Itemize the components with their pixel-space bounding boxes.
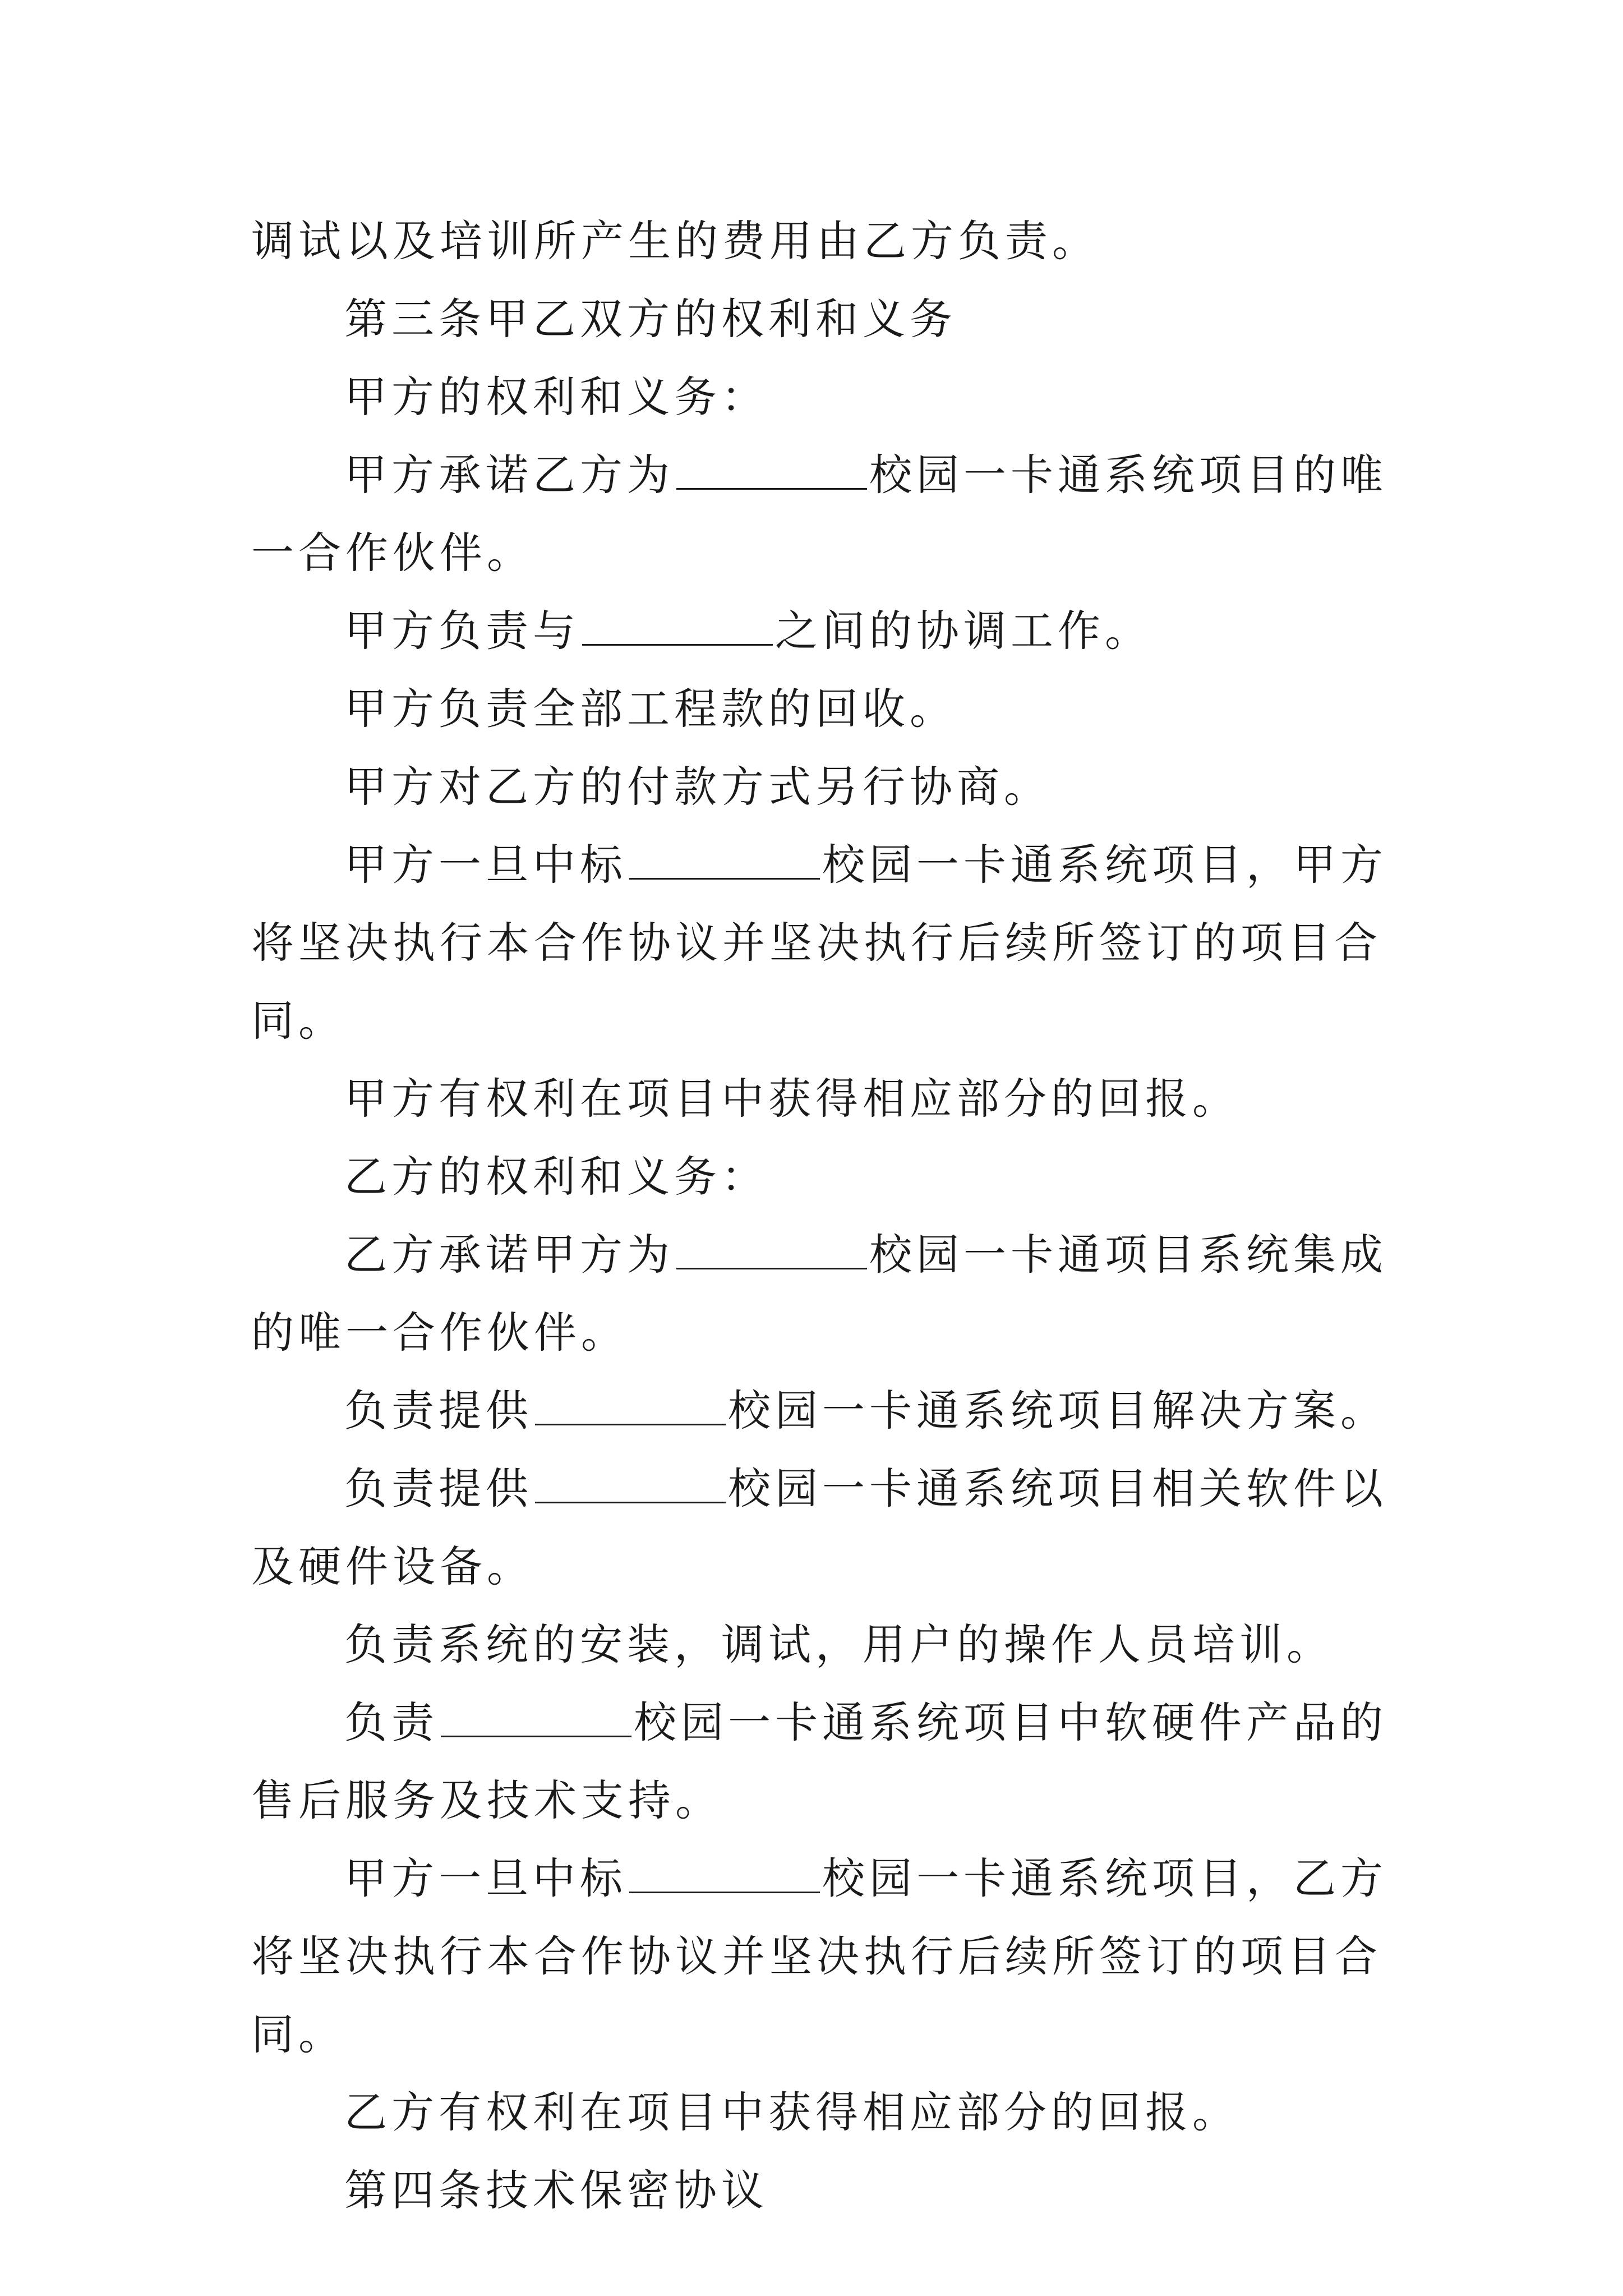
paragraph-b-software-hardware: 负责提供 校园一卡通系统项目相关软件以及硬件设备。	[251, 1464, 1387, 1591]
fill-in-blank	[582, 605, 773, 646]
heading-party-b-rights: 乙方的权利和义务：	[344, 1152, 768, 1202]
paragraph-a-return: 甲方有权利在项目中获得相应部分的回报。	[344, 1074, 1239, 1124]
paragraph-b-installation: 负责系统的安装，调试，用户的操作人员培训。	[344, 1619, 1334, 1669]
paragraph-b-return: 乙方有权利在项目中获得相应部分的回报。	[344, 2087, 1239, 2137]
paragraph-a-bid-commitment: 甲方一旦中标 校园一卡通系统项目，甲方将坚决执行本合作协议并坚决执行后续所签订的项目合同。	[251, 840, 1387, 1046]
fill-in-blank	[676, 449, 867, 490]
document-body	[251, 202, 1390, 2229]
heading-article-4: 第四条技术保密协议	[344, 2165, 768, 2215]
heading-party-a-rights: 甲方的权利和义务：	[344, 372, 768, 422]
paragraph-a-promise: 甲方承诺乙方为 校园一卡通系统项目的唯一合作伙伴。	[251, 450, 1387, 578]
paragraph-b-solution: 负责提供 校园一卡通系统项目解决方案。	[344, 1386, 1387, 1435]
fill-in-blank	[441, 1696, 631, 1737]
fill-in-blank	[676, 1228, 867, 1269]
paragraph-a-payment-method: 甲方对乙方的付款方式另行协商。	[344, 762, 1051, 812]
paragraph-a-payment-recovery: 甲方负责全部工程款的回收。	[344, 684, 957, 734]
paragraph-a-coordination: 甲方负责与 之间的协调工作。	[344, 606, 1152, 656]
paragraph-training-costs: 调试以及培训所产生的费用由乙方负责。	[251, 216, 1099, 266]
fill-in-blank	[535, 1384, 726, 1425]
paragraph-b-promise: 乙方承诺甲方为 校园一卡通项目系统集成的唯一合作伙伴。	[251, 1230, 1387, 1358]
paragraph-b-after-sales: 负责 校园一卡通系统项目中软硬件产品的售后服务及技术支持。	[251, 1697, 1387, 1825]
heading-article-3: 第三条甲乙双方的权利和义务	[344, 294, 957, 344]
fill-in-blank	[629, 839, 820, 880]
fill-in-blank	[629, 1852, 820, 1893]
paragraph-b-bid-commitment: 甲方一旦中标 校园一卡通系统项目，乙方将坚决执行本合作协议并坚决执行后续所签订的项目合同。	[251, 1853, 1387, 2059]
fill-in-blank	[535, 1462, 726, 1503]
